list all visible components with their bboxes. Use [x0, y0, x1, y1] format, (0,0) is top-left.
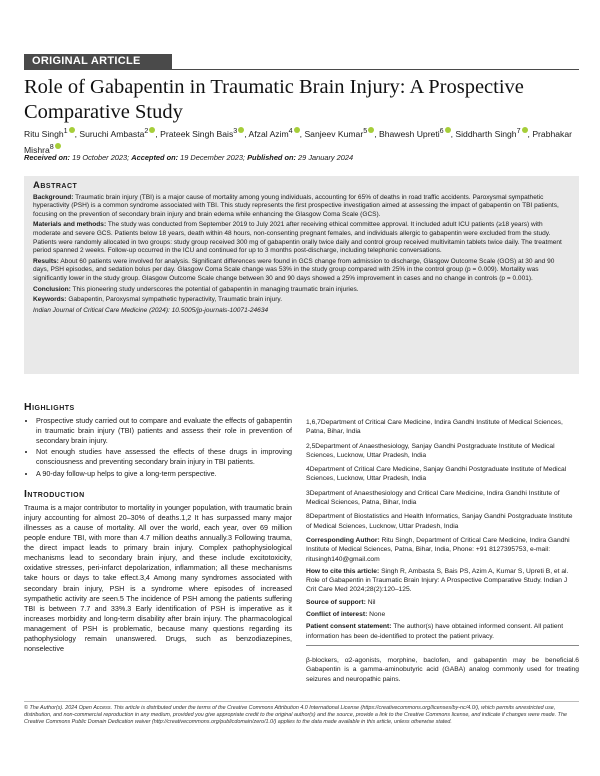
abstract-results: [33, 258, 570, 284]
affiliation: 2,5Department of Anaesthesiology, Sanjay Gandhi Postgraduate Institute of Medical Sciences, Lucknow, Uttar Pradesh, India: [306, 442, 555, 459]
background-text: Traumatic brain injury (TBI) is a major cause of mortality among young individuals, accounting for 65% of deaths in road traffic accidents. Paroxysmal sympathetic hyperactivity (PSH) is a common syndrome associated with TBI. This study represents the first prospective investigation aimed at assessing the impact of gabapentin on TBI patients, focusing on the prevention of secondary brain injury and brain edema while enhancing the Glasgow Coma Scale (GCS).: [33, 193, 559, 218]
correspondence-text: Ritu Singh, Department of Critical Care Medicine, Indira Gandhi Institute of Medical Sciences, Patna, Bihar, India, Phone: +91 8127395753, e-mail: ritusingh140@gmail.com: [306, 536, 570, 563]
how-to-cite-text: Singh R, Ambasta S, Bais PS, Azim A, Kumar S, Upreti B, et al. Role of Gabapentin in Traumatic Brain Injury: A Prospective Comparative Study. Indian J Crit Care Med 2024;28(2):120–125.: [306, 567, 569, 594]
body-continuation: β-blockers, α2-agonists, morphine, baclofen, and gabapentin may be beneficial.6 Gabapentin is a gamma-aminobutyric acid (GABA) analog commonly used for treating seizures and neuropathic pains.: [306, 656, 579, 683]
methods-text: The study was conducted from September 2019 to July 2021 after receiving ethical committee approval. It included adult ICU patients (≥18 years) with moderate and severe GCS. Patients below 18 years, death within 48 hours, non-consenting pregnant females, and individuals allergic to gabapentin were excluded from the study. Patients were randomly allocated in two groups: study group received 300 mg of gabapentin orally twice daily and control group received multivitamin tablets twice daily. The treatment period spanned 2 weeks. Follow-up occurred in the ICU and continued for up to 3 months post-discharge, including telephonic conversations.: [33, 221, 562, 255]
received-date: 19 October 2023;: [72, 153, 130, 162]
abstract-heading: Abstract: [33, 180, 78, 191]
highlights-heading: Highlights: [24, 401, 75, 413]
methods-label: Materials and methods:: [33, 221, 107, 229]
author-name: Afzal Azim: [248, 128, 289, 139]
author-name: Ritu Singh: [24, 128, 64, 139]
orcid-icon[interactable]: [445, 127, 451, 133]
orcid-icon[interactable]: [55, 143, 61, 149]
how-to-cite: [306, 567, 579, 595]
corresponding-author: [306, 536, 579, 564]
author: Ritu Singh$^1$ ,: [24, 127, 80, 139]
conflict-label: Conflict of interest:: [306, 611, 368, 619]
article-meta: [306, 536, 579, 641]
author-name: Sanjeev Kumar: [304, 128, 364, 139]
list-item: • A 90-day follow-up helps to give a long-term perspective.: [36, 469, 292, 479]
introduction-text: Trauma is a major contributor to mortality in younger population, with traumatic brain injury accounting for almost 20–30% of deaths.1,2 It has surpassed many major illnesses as a cause of mortality. All over the world, each year, over 69 million people endure TBI, with more than 4.7 million deaths annually.3 Following trauma, the direct impact leads to primary brain injury. Complex pathophysiological mechanisms lead to secondary brain injury, and these include excitotoxicity, oxidative stresses, peri-infarct depolarization, inflammation; all these mechanisms take hours or days to take effect.3,4 Among many syndromes associated with secondary brain injury, PSH is a syndrome where episodes of increased sympathetic activity are seen.5 The incidence of PSH among the patients suffering TBI is between 7.7 and 33%.3 Early identification of PSH is imperative as it increases morbidity and long-term disability after brain injury. The pharmacological management of PSH is problematic, because many questions regarding its pathophysiology remain unanswered. Drugs, such as benzodiazepines, nonselective: [24, 502, 292, 654]
affiliation: 3Department of Anaesthesiology and Critical Care Medicine, Indira Gandhi Institute of Medical Sciences, Patna, Bihar, India: [306, 489, 560, 507]
published-label: Published on:: [247, 153, 296, 162]
author: Siddharth Singh$^7$ ,: [455, 127, 533, 139]
abstract-conclusion: [33, 286, 570, 295]
left-column: [24, 402, 292, 654]
author-affiliation-number: 3: [233, 127, 238, 135]
orcid-icon[interactable]: [149, 127, 155, 133]
conclusion-label: Conclusion:: [33, 285, 71, 293]
orcid-icon[interactable]: [368, 127, 374, 133]
source-of-support: [306, 598, 579, 607]
author-affiliation-number: 6: [439, 127, 444, 135]
orcid-icon[interactable]: [294, 127, 300, 133]
orcid-icon[interactable]: [238, 127, 244, 133]
orcid-icon[interactable]: [522, 127, 528, 133]
consent-text: The author(s) have obtained informed consent. All patient information has been de-identified to protect the patient privacy.: [306, 623, 564, 640]
introduction-heading: Introduction: [24, 487, 85, 500]
received-label: Received on:: [24, 153, 71, 162]
conflict-of-interest: [306, 610, 579, 619]
author-affiliation-number: 1: [63, 127, 68, 135]
consent-label: Patient consent statement:: [306, 623, 392, 631]
author-affiliation-number: 7: [516, 127, 521, 135]
how-to-cite-label: How to cite this article:: [306, 567, 380, 575]
abstract-background: [33, 194, 570, 220]
author: Sanjeev Kumar$^5$ ,: [304, 127, 379, 139]
author-affiliation-number: 8: [49, 142, 54, 151]
accepted-label: Accepted on:: [131, 153, 179, 162]
patient-consent: [306, 622, 579, 641]
author-list: [24, 125, 579, 157]
affiliation: 1,6,7Department of Critical Care Medicine, Indira Gandhi Institute of Medical Sciences, Patna, Bihar, India: [306, 419, 563, 436]
conclusion-text: This pioneering study underscores the potential of gabapentin in managing traumatic brain injuries.: [72, 285, 359, 293]
author-affiliation-number: 5: [363, 127, 368, 135]
author: Suruchi Ambasta$^2$ ,: [79, 127, 161, 139]
results-label: Results:: [33, 257, 59, 265]
background-label: Background:: [33, 193, 74, 201]
affiliation: 8Department of Biostatistics and Health Informatics, Sanjay Gandhi Postgraduate Institute of Medical Sciences, Lucknow, Uttar Pradesh, India: [306, 513, 573, 530]
abstract-keywords: [33, 296, 570, 305]
keywords-text: Gabapentin, Paroxysmal sympathetic hyperactivity, Traumatic brain injury.: [68, 296, 283, 304]
list-item: • Prospective study carried out to compare and evaluate the effects of gabapentin in traumatic brain injury (TBI) patients and assess their role in prevention of secondary brain injury.: [36, 416, 292, 446]
banner-rule: [24, 69, 579, 70]
support-label: Source of support:: [306, 598, 366, 606]
list-item: • Not enough studies have assessed the effects of these drugs in improving consciousness and preventing secondary brain injury in TBI patients.: [36, 447, 292, 467]
author-name: Suruchi Ambasta: [79, 128, 145, 139]
author: Afzal Azim$^4$ ,: [248, 127, 305, 139]
author-name: Bhawesh Upreti: [378, 128, 440, 139]
author-affiliation-number: 4: [288, 127, 293, 135]
article-title: Role of Gabapentin in Traumatic Brain Injury: A Prospective Comparative Study: [24, 76, 524, 123]
author: Prateek Singh Bais$^3$ ,: [160, 127, 249, 139]
orcid-icon[interactable]: [69, 127, 75, 133]
divider: [306, 645, 579, 646]
author: Bhawesh Upreti$^6$ ,: [378, 127, 456, 139]
journal-citation: Indian Journal of Critical Care Medicine (2024): 10.5005/jp-journals-10071-24634: [33, 306, 269, 314]
accepted-date: 19 December 2023;: [180, 153, 246, 162]
support-value: Nil: [367, 598, 376, 606]
author-name: Siddharth Singh: [455, 128, 517, 139]
keywords-label: Keywords:: [33, 296, 67, 304]
results-text: About 60 patients were involved for analysis. Significant differences were found in GCS change from admission to discharge, Glasgow Outcome Scale (GOS) at 30 and 90 days, PSH episodes, and sedation bolus per day. Glasgow Coma Scale change was 53% in the study group compared with 25% in the control group (p = 0.009). Mortality was significantly lower in the study group. Glasgow Outcome Scale change between 30 and 90 days showed a 25% improvement in cases and no change in controls (p = 0.001).: [33, 257, 555, 282]
license-footnote: © The Author(s). 2024 Open Access. This article is distributed under the terms of the Creative Commons Attribution 4.0 International License (https://creativecommons.org/licenses/by-nc/4.0/), which permits unrestricted use, distribution, and non-commercial reproduction in any medium, provided you give appropriate credit to the original author(s) and the source, provide a link to the Creative Commons license, and indicate if changes were made. The Creative Commons Public Domain Dedication waiver (http://creativecommons.org/publicdomain/zero/1.0/) applies to the data made available in this article, unless otherwise stated.: [24, 701, 579, 727]
article-dates: [24, 153, 579, 162]
author-name: Prabhakar Mishra: [24, 128, 572, 155]
abstract-methods: [33, 221, 570, 255]
author-affiliation-number: 2: [144, 127, 149, 135]
affiliation: 4Department of Critical Care Medicine, Sanjay Gandhi Postgraduate Institute of Medical Sciences, Lucknow, Uttar Pradesh, India: [306, 466, 567, 483]
correspondence-label: Corresponding Author:: [306, 536, 380, 544]
abstract-box: [24, 176, 579, 374]
published-date: 29 January 2024: [298, 153, 354, 162]
highlights-list: [24, 416, 292, 479]
right-column: [306, 418, 579, 691]
conflict-value: None: [369, 611, 386, 619]
article-type-banner: ORIGINAL ARTICLE: [24, 54, 172, 69]
author-name: Prateek Singh Bais: [160, 128, 234, 139]
